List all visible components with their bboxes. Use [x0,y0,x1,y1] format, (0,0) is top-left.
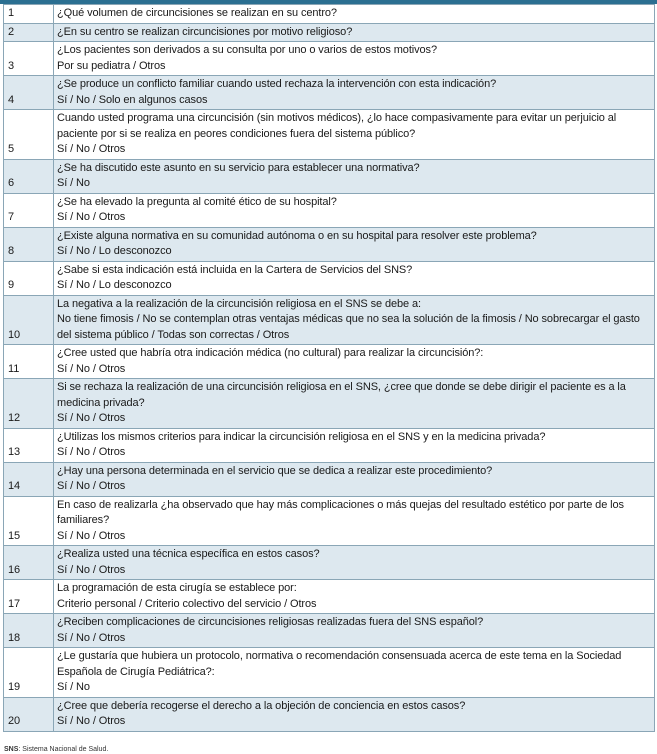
question-number: 9 [4,261,54,295]
question-text: ¿Sabe si esta indicación está incluida en la Cartera de Servicios del SNS? [57,263,413,276]
answer-options: Sí / No / Otros [57,480,126,492]
survey-questions-table [3,4,655,732]
question-cell [54,697,655,731]
question-row [4,345,655,379]
question-cell [54,648,655,698]
footnote-text: : Sistema Nacional de Salud. [18,746,109,753]
question-cell [54,379,655,429]
question-text: La negativa a la realización de la circuncisión religiosa en el SNS se debe a: [57,297,421,310]
question-text: ¿Se produce un conflicto familiar cuando usted rechaza la intervención con esta indicación? [57,78,497,90]
question-number: 3 [4,42,54,76]
answer-options: Sí / No / Lo desconozco [57,245,172,257]
question-row [4,76,655,110]
question-row [4,462,655,496]
question-number: 18 [4,614,54,648]
question-cell [54,546,655,580]
answer-options: Sí / No / Otros [57,715,126,727]
question-number: 19 [4,648,54,698]
question-text: ¿Existe alguna normativa en su comunidad autónoma o en su hospital para resolver este problema? [57,229,537,242]
question-cell [54,110,655,160]
question-cell [54,614,655,648]
question-row [4,261,655,295]
question-row [4,648,655,698]
question-text: ¿Le gustaría que hubiera un protocolo, normativa o recomendación consensuada acerca de este tema en la Sociedad Española de Cirugía Pediátrica?: [57,650,622,678]
question-number: 13 [4,428,54,462]
answer-options: Sí / No / Otros [57,446,126,458]
question-row [4,428,655,462]
question-row [4,42,655,76]
question-cell [54,193,655,227]
question-text: La programación de esta cirugía se establece por: [57,582,297,594]
question-number: 8 [4,227,54,261]
survey-table-body [4,5,655,732]
question-number: 20 [4,697,54,731]
question-text: En caso de realizarla ¿ha observado que hay más complicaciones o más quejas del resultado estético por parte de los familiares? [57,498,624,526]
answer-options: Sí / No / Otros [57,362,126,375]
question-text: ¿Los pacientes son derivados a su consulta por uno o varios de estos motivos? [57,44,437,56]
answer-options: Por su pediatra / Otros [57,59,166,72]
question-text: ¿Hay una persona determinada en el servicio que se dedica a realizar este procedimiento? [57,464,493,477]
question-number: 2 [4,23,54,42]
answer-options: Sí / No / Otros [57,563,126,576]
question-cell [54,580,655,614]
question-text: ¿Qué volumen de circuncisiones se realizan en su centro? [57,7,337,19]
question-cell [54,227,655,261]
question-text: ¿En su centro se realizan circuncisiones por motivo religioso? [57,25,353,38]
answer-options: Sí / No / Otros [57,143,126,155]
question-text: ¿Se ha discutido este asunto en su servicio para establecer una normativa? [57,161,420,174]
question-text: ¿Reciben complicaciones de circuncisiones religiosas realizadas fuera del SNS español? [57,616,484,628]
answer-options: Sí / No [57,177,90,189]
question-cell [54,42,655,76]
question-text: Cuando usted programa una circuncisión (sin motivos médicos), ¿lo hace compasivamente para evitar un perjuicio al paciente por si se realiza en peores condiciones fuera del sistema público? [57,112,617,140]
question-text: ¿Realiza usted una técnica específica en estos casos? [57,548,320,560]
answer-options: Sí / No / Otros [57,211,126,223]
question-cell [54,295,655,345]
footnote-abbreviation: SNS [4,746,19,753]
question-number: 1 [4,5,54,24]
question-cell [54,5,655,24]
question-row [4,546,655,580]
question-row [4,295,655,345]
question-text: ¿Utilizas los mismos criterios para indicar la circuncisión religiosa en el SNS y en la medicina privada? [57,430,546,443]
question-row [4,159,655,193]
question-number: 4 [4,76,54,110]
question-row [4,227,655,261]
question-row [4,110,655,160]
answer-options: Sí / No / Otros [57,631,126,644]
question-row [4,23,655,42]
question-row [4,496,655,546]
answer-options: Sí / No / Otros [57,412,126,424]
question-number: 11 [4,345,54,379]
question-cell [54,428,655,462]
question-row [4,580,655,614]
question-cell [54,345,655,379]
question-row [4,697,655,731]
question-cell [54,159,655,193]
question-row [4,614,655,648]
question-number: 12 [4,379,54,429]
question-text: ¿Cree usted que habría otra indicación médica (no cultural) para realizar la circuncisión?: [57,347,484,359]
question-row [4,193,655,227]
question-cell [54,76,655,110]
question-number: 7 [4,193,54,227]
answer-options: Criterio personal / Criterio colectivo del servicio / Otros [57,597,317,610]
answer-options: Sí / No / Lo desconozco [57,279,172,291]
question-row [4,379,655,429]
question-text: ¿Cree que debería recogerse el derecho a la objeción de conciencia en estos casos? [57,699,466,712]
question-cell [54,261,655,295]
question-number: 17 [4,580,54,614]
answer-options: Sí / No / Otros [57,529,126,542]
question-number: 14 [4,462,54,496]
answer-options: No tiene fimosis / No se contemplan otras ventajas médicas que no sea la solución de la fimosis / No sobrecargar el gasto del sistema público / Todas son correctas / Otros [57,313,640,341]
question-number: 5 [4,110,54,160]
question-number: 6 [4,159,54,193]
answer-options: Sí / No [57,681,90,693]
question-number: 15 [4,496,54,546]
question-cell [54,23,655,42]
question-text: Si se rechaza la realización de una circuncisión religiosa en el SNS, ¿cree que donde se debe dirigir el paciente es a la medicina privada? [57,381,626,409]
question-cell [54,462,655,496]
question-number: 16 [4,546,54,580]
answer-options: Sí / No / Solo en algunos casos [57,93,208,106]
question-text: ¿Se ha elevado la pregunta al comité ético de su hospital? [57,195,337,208]
question-cell [54,496,655,546]
question-row [4,5,655,24]
question-number: 10 [4,295,54,345]
